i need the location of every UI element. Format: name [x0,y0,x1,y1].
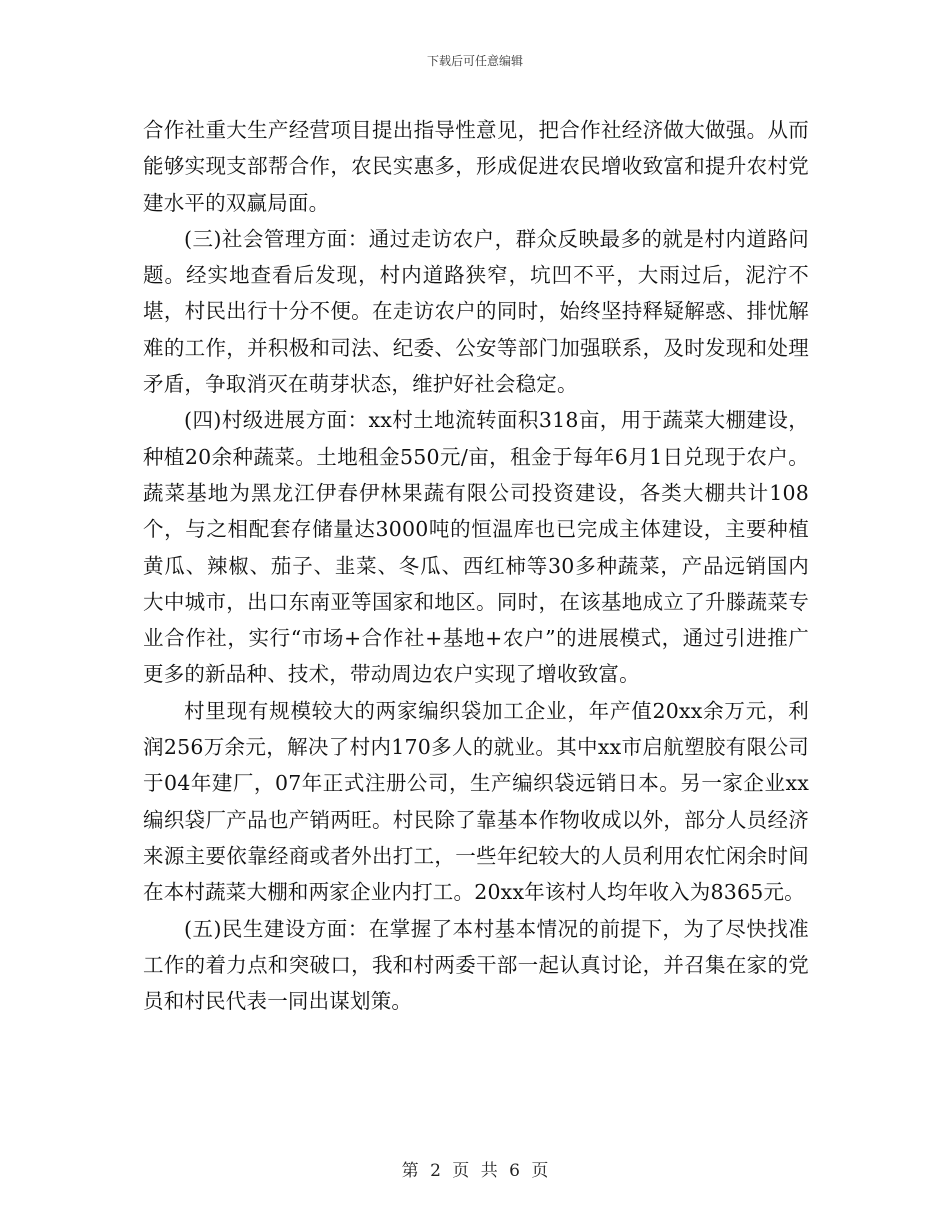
document-body [143,112,809,1019]
paragraph-village-development: (四)村级进展方面：xx村土地流转面积318亩，用于蔬菜大棚建设，种植20余种蔬菜。土地租金550元/亩，租金于每年6月1日兑现于农户。蔬菜基地为黑龙江伊春伊林果蔬有限公司投资建设，各类大棚共计108个，与之相配套存储量达3000吨的恒温库也已完成主体建设，主要种植黄瓜、辣椒、茄子、韭菜、冬瓜、西红柿等30多种蔬菜，产品远销国内大中城市，出口东南亚等国家和地区。同时，在该基地成立了升滕蔬菜专业合作社，实行“市场+合作社+基地+农户”的进展模式，通过引进推广更多的新品种、技术，带动周边农户实现了增收致富。 [143,408,809,687]
page-number: 第 2 页 共 6 页 [401,1161,549,1181]
page-header: 下载后可任意编辑 [426,54,523,68]
paragraph-livelihood: (五)民生建设方面：在掌握了本村基本情况的前提下，为了尽快找准工作的着力点和突破口，我和村两委干部一起认真讨论，并召集在家的党员和村民代表一同出谋划策。 [143,916,809,1014]
paragraph-cooperative: 合作社重大生产经营项目提出指导性意见，把合作社经济做大做强。从而能够实现支部帮合作，农民实惠多，形成促进农民增收致富和提升农村党建水平的双赢局面。 [143,118,809,215]
paragraph-social-management: (三)社会管理方面：通过走访农户，群众反映最多的就是村内道路问题。经实地查看后发现，村内道路狭窄，坑凹不平，大雨过后，泥泞不堪，村民出行十分不便。在走访农户的同时，始终坚持释疑解惑、排忧解难的工作，并积极和司法、纪委、公安等部门加强联系，及时发现和处理矛盾，争取消灭在萌芽状态，维护好社会稳定。 [143,226,809,397]
paragraph-village-enterprises: 村里现有规模较大的两家编织袋加工企业，年产值20xx余万元，利润256万余元，解决了村内170多人的就业。其中xx市启航塑胶有限公司于04年建厂，07年正式注册公司，生产编织袋远销日本。另一家企业xx编织袋厂产品也产销两旺。村民除了靠基本作物收成以外，部分人员经济来源主要依靠经商或者外出打工，一些年纪较大的人员利用农忙闲余时间在本村蔬菜大棚和两家企业内打工。20xx年该村人均年收入为8365元。 [143,698,809,905]
